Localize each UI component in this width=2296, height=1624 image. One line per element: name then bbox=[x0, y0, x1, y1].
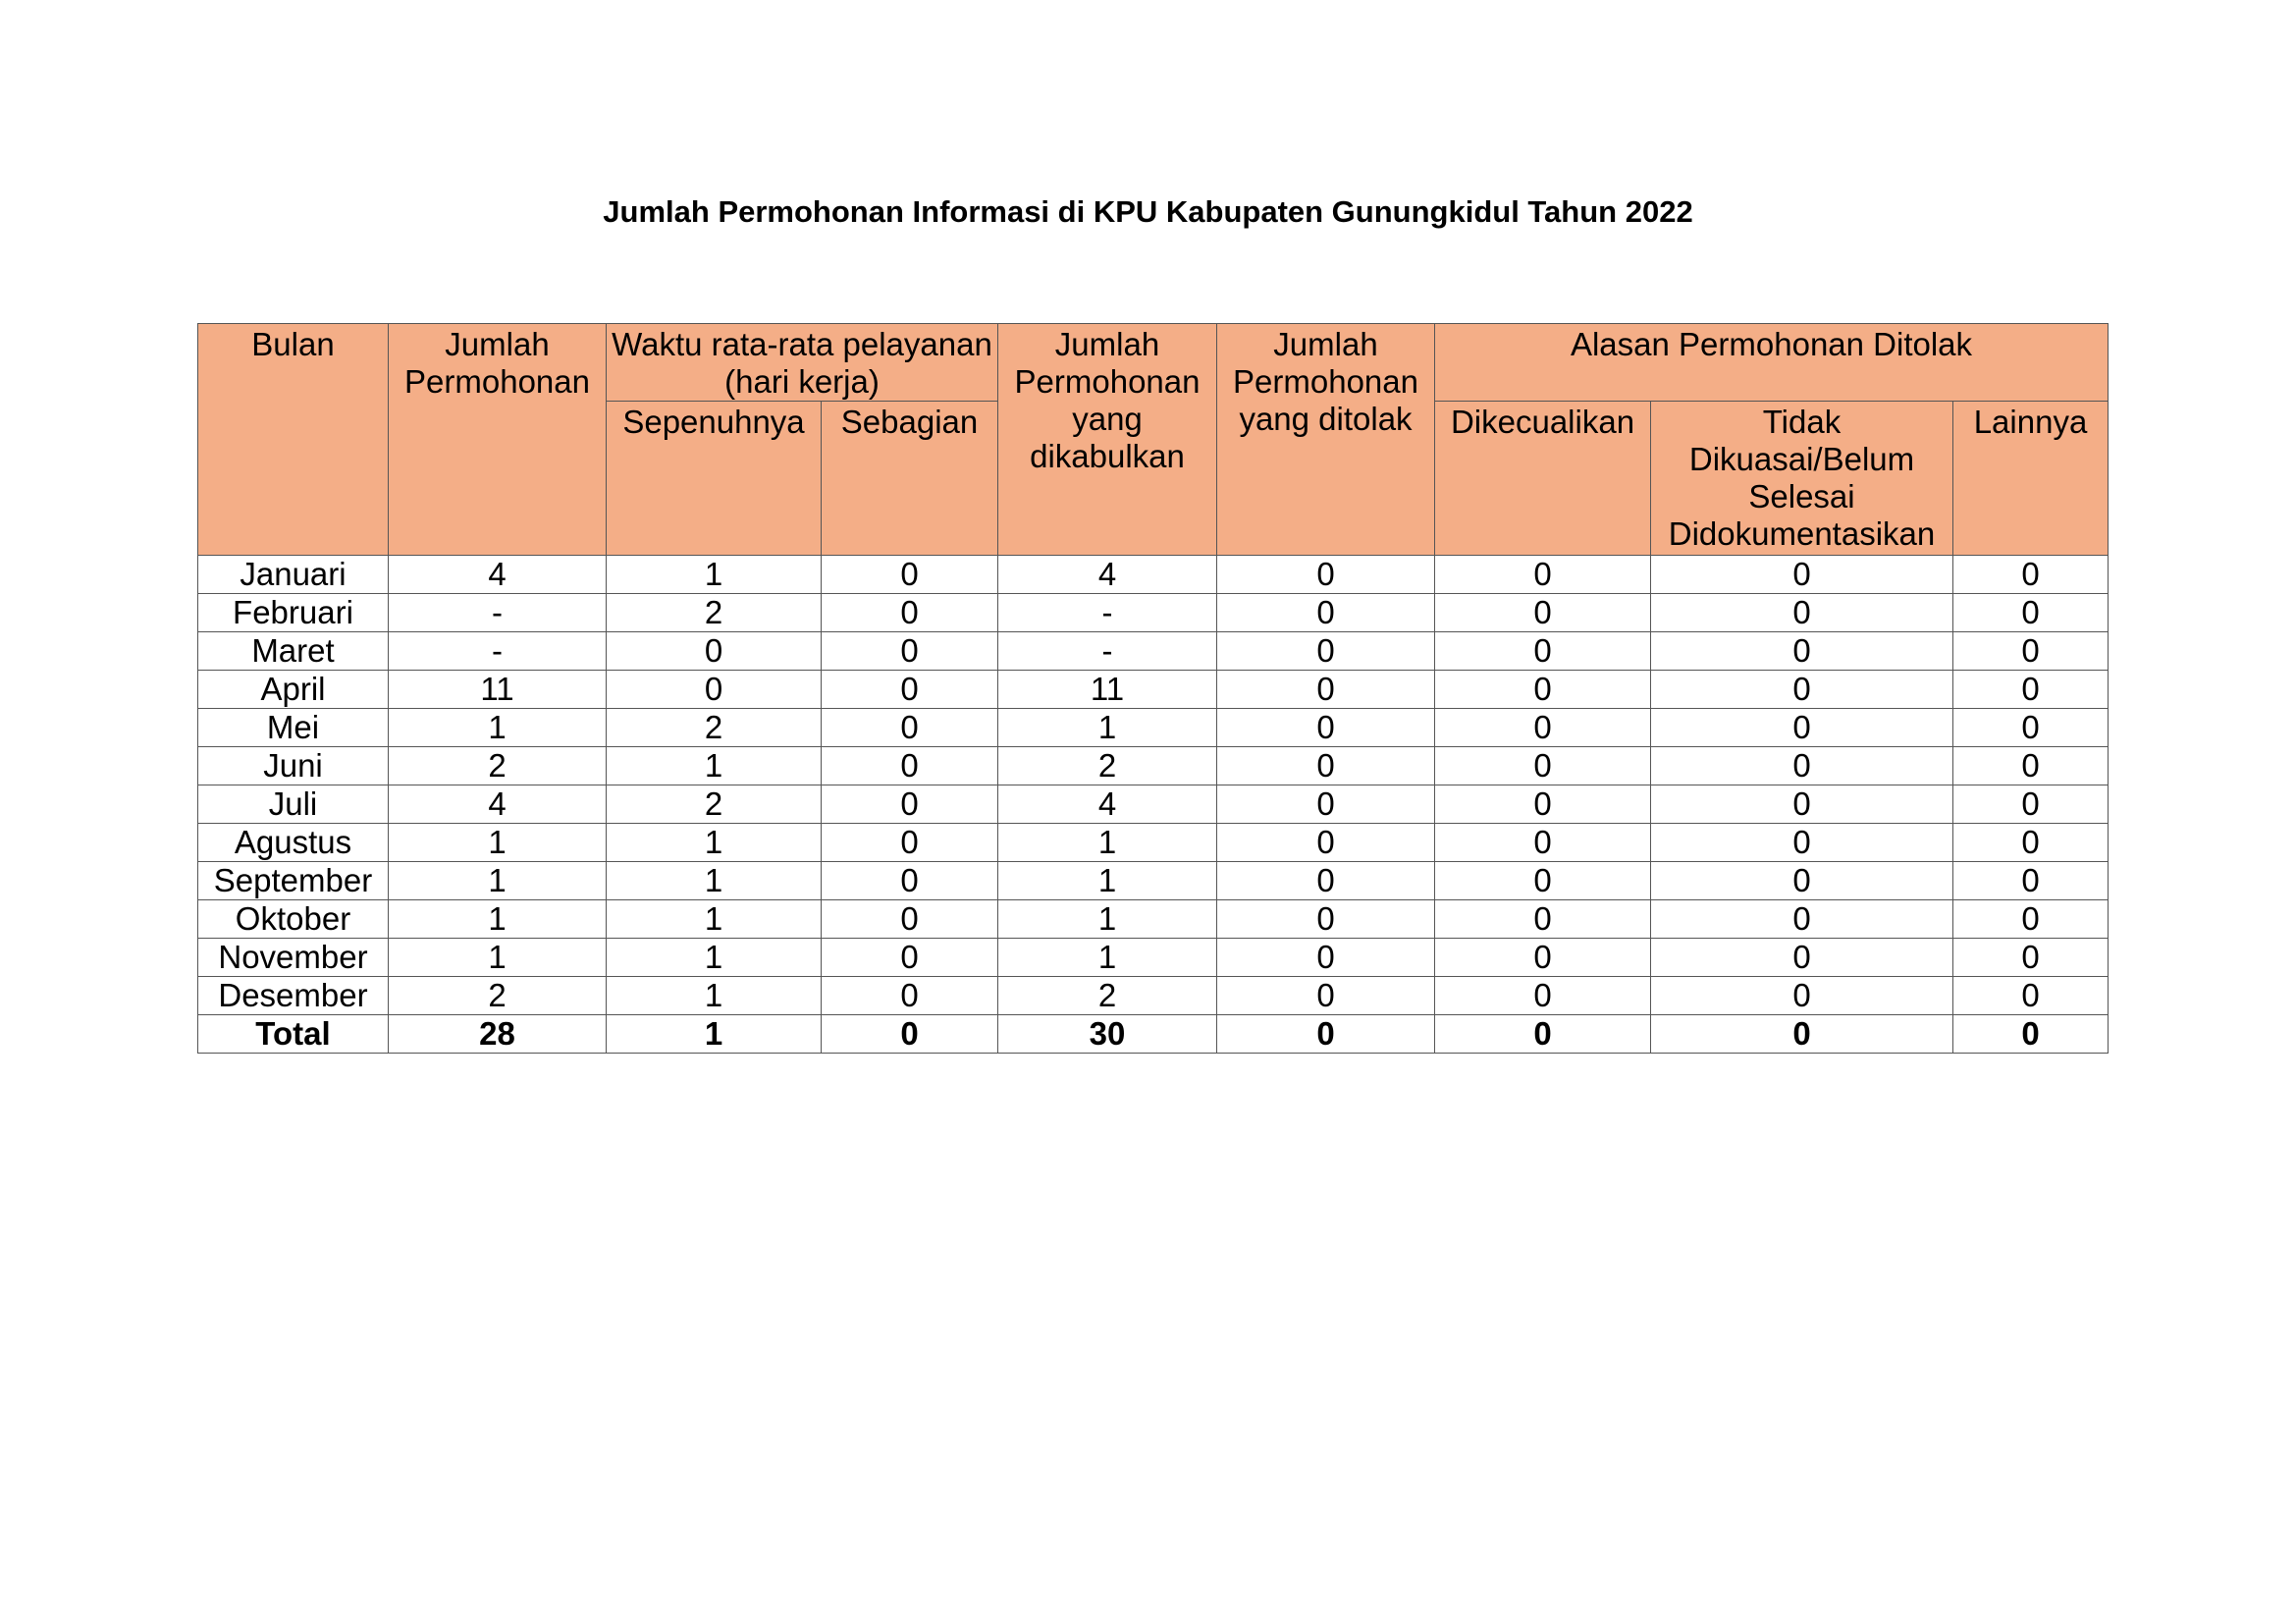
total-row bbox=[198, 1015, 2109, 1054]
value-cell: 0 bbox=[1435, 747, 1651, 785]
value-cell: 1 bbox=[607, 747, 822, 785]
month-cell: Juni bbox=[198, 747, 389, 785]
month-cell: Juli bbox=[198, 785, 389, 824]
value-cell: 0 bbox=[1953, 824, 2109, 862]
value-cell: 0 bbox=[1435, 824, 1651, 862]
value-cell: 0 bbox=[607, 632, 822, 671]
value-cell: - bbox=[389, 632, 607, 671]
value-cell: 0 bbox=[822, 939, 998, 977]
header-bulan: Bulan bbox=[198, 324, 389, 556]
value-cell: 0 bbox=[1651, 824, 1953, 862]
value-cell: 2 bbox=[389, 977, 607, 1015]
value-cell: 0 bbox=[1953, 977, 2109, 1015]
value-cell: 0 bbox=[1953, 556, 2109, 594]
value-cell: 0 bbox=[1953, 785, 2109, 824]
value-cell: 1 bbox=[389, 824, 607, 862]
header-dikecualikan: Dikecualikan bbox=[1435, 402, 1651, 556]
header-jumlah-permohonan: Jumlah Permohonan bbox=[389, 324, 607, 556]
value-cell: 0 bbox=[1953, 594, 2109, 632]
month-cell: Februari bbox=[198, 594, 389, 632]
table-row bbox=[198, 747, 2109, 785]
value-cell: 0 bbox=[1651, 977, 1953, 1015]
value-cell: 0 bbox=[1435, 977, 1651, 1015]
value-cell: 0 bbox=[822, 594, 998, 632]
value-cell: 0 bbox=[1217, 939, 1435, 977]
month-cell: April bbox=[198, 671, 389, 709]
value-cell: 0 bbox=[1651, 900, 1953, 939]
value-cell: 0 bbox=[1435, 862, 1651, 900]
table-row bbox=[198, 632, 2109, 671]
value-cell: 0 bbox=[822, 671, 998, 709]
value-cell: - bbox=[998, 594, 1217, 632]
value-cell: 0 bbox=[1651, 939, 1953, 977]
value-cell: 0 bbox=[1651, 747, 1953, 785]
value-cell: 0 bbox=[1953, 671, 2109, 709]
table-row bbox=[198, 785, 2109, 824]
value-cell: 0 bbox=[1217, 900, 1435, 939]
value-cell: 1 bbox=[998, 824, 1217, 862]
value-cell: 1 bbox=[998, 939, 1217, 977]
total-value-cell: 30 bbox=[998, 1015, 1217, 1054]
value-cell: 0 bbox=[1651, 671, 1953, 709]
header-alasan-ditolak: Alasan Permohonan Ditolak bbox=[1435, 324, 2109, 402]
table-row bbox=[198, 900, 2109, 939]
value-cell: 0 bbox=[1217, 594, 1435, 632]
value-cell: 1 bbox=[389, 862, 607, 900]
table-row bbox=[198, 824, 2109, 862]
value-cell: 4 bbox=[998, 556, 1217, 594]
value-cell: 0 bbox=[1953, 747, 2109, 785]
month-cell: Maret bbox=[198, 632, 389, 671]
value-cell: 0 bbox=[1651, 862, 1953, 900]
value-cell: 0 bbox=[1435, 709, 1651, 747]
value-cell: 0 bbox=[1435, 900, 1651, 939]
value-cell: 0 bbox=[822, 900, 998, 939]
month-cell: Januari bbox=[198, 556, 389, 594]
value-cell: 1 bbox=[607, 556, 822, 594]
header-lainnya: Lainnya bbox=[1953, 402, 2109, 556]
value-cell: 0 bbox=[1435, 939, 1651, 977]
value-cell: 0 bbox=[1217, 785, 1435, 824]
month-cell: September bbox=[198, 862, 389, 900]
value-cell: 1 bbox=[607, 939, 822, 977]
value-cell: 0 bbox=[607, 671, 822, 709]
value-cell: 0 bbox=[822, 824, 998, 862]
month-cell: Oktober bbox=[198, 900, 389, 939]
value-cell: 0 bbox=[1217, 824, 1435, 862]
value-cell: 0 bbox=[822, 862, 998, 900]
value-cell: 0 bbox=[1217, 709, 1435, 747]
value-cell: 1 bbox=[607, 977, 822, 1015]
value-cell: - bbox=[389, 594, 607, 632]
value-cell: 0 bbox=[1953, 900, 2109, 939]
value-cell: 1 bbox=[998, 862, 1217, 900]
value-cell: 0 bbox=[1953, 632, 2109, 671]
header-jumlah-dikabulkan: Jumlah Permohonan yang dikabulkan bbox=[998, 324, 1217, 556]
total-value-cell: 0 bbox=[1651, 1015, 1953, 1054]
value-cell: 1 bbox=[607, 824, 822, 862]
total-value-cell: 0 bbox=[1435, 1015, 1651, 1054]
header-tidak-dikuasai: Tidak Dikuasai/Belum Selesai Didokumentasikan bbox=[1651, 402, 1953, 556]
value-cell: 0 bbox=[1953, 939, 2109, 977]
table-row bbox=[198, 977, 2109, 1015]
total-value-cell: 0 bbox=[1217, 1015, 1435, 1054]
value-cell: 0 bbox=[822, 632, 998, 671]
value-cell: 0 bbox=[1217, 671, 1435, 709]
header-waktu-rata-rata: Waktu rata-rata pelayanan (hari kerja) bbox=[607, 324, 998, 402]
table-row bbox=[198, 671, 2109, 709]
value-cell: 0 bbox=[1435, 785, 1651, 824]
total-value-cell: 28 bbox=[389, 1015, 607, 1054]
header-jumlah-ditolak: Jumlah Permohonan yang ditolak bbox=[1217, 324, 1435, 556]
value-cell: 0 bbox=[1435, 671, 1651, 709]
value-cell: 1 bbox=[607, 900, 822, 939]
value-cell: 2 bbox=[607, 594, 822, 632]
value-cell: 0 bbox=[1651, 632, 1953, 671]
table-row bbox=[198, 862, 2109, 900]
permohonan-table bbox=[197, 323, 2109, 1054]
value-cell: 2 bbox=[998, 977, 1217, 1015]
value-cell: 2 bbox=[607, 709, 822, 747]
value-cell: 2 bbox=[607, 785, 822, 824]
header-row bbox=[198, 324, 2109, 402]
total-value-cell: 1 bbox=[607, 1015, 822, 1054]
value-cell: 0 bbox=[1435, 594, 1651, 632]
value-cell: 1 bbox=[389, 900, 607, 939]
value-cell: 2 bbox=[389, 747, 607, 785]
value-cell: 1 bbox=[389, 939, 607, 977]
value-cell: 0 bbox=[1953, 709, 2109, 747]
header-sebagian: Sebagian bbox=[822, 402, 998, 556]
value-cell: 1 bbox=[389, 709, 607, 747]
value-cell: 0 bbox=[822, 747, 998, 785]
value-cell: 0 bbox=[1435, 632, 1651, 671]
value-cell: 0 bbox=[1651, 594, 1953, 632]
value-cell: 0 bbox=[1435, 556, 1651, 594]
value-cell: 1 bbox=[998, 900, 1217, 939]
table-row bbox=[198, 709, 2109, 747]
value-cell: 0 bbox=[822, 556, 998, 594]
value-cell: 0 bbox=[1217, 862, 1435, 900]
value-cell: 4 bbox=[998, 785, 1217, 824]
value-cell: 0 bbox=[1217, 556, 1435, 594]
value-cell: 4 bbox=[389, 785, 607, 824]
value-cell: 0 bbox=[1953, 862, 2109, 900]
value-cell: 0 bbox=[822, 977, 998, 1015]
value-cell: 0 bbox=[822, 785, 998, 824]
value-cell: 1 bbox=[998, 709, 1217, 747]
table-body bbox=[198, 556, 2109, 1054]
value-cell: 11 bbox=[998, 671, 1217, 709]
month-cell: November bbox=[198, 939, 389, 977]
value-cell: 0 bbox=[1217, 977, 1435, 1015]
value-cell: 2 bbox=[998, 747, 1217, 785]
value-cell: 0 bbox=[1651, 556, 1953, 594]
table-row bbox=[198, 556, 2109, 594]
total-value-cell: 0 bbox=[1953, 1015, 2109, 1054]
value-cell: 0 bbox=[1217, 747, 1435, 785]
value-cell: 0 bbox=[1651, 785, 1953, 824]
value-cell: 0 bbox=[1217, 632, 1435, 671]
total-label: Total bbox=[198, 1015, 389, 1054]
page-title: Jumlah Permohonan Informasi di KPU Kabupaten Gunungkidul Tahun 2022 bbox=[603, 194, 1693, 229]
month-cell: Mei bbox=[198, 709, 389, 747]
value-cell: 1 bbox=[607, 862, 822, 900]
table-row bbox=[198, 594, 2109, 632]
value-cell: 0 bbox=[1651, 709, 1953, 747]
value-cell: 4 bbox=[389, 556, 607, 594]
header-sepenuhnya: Sepenuhnya bbox=[607, 402, 822, 556]
total-value-cell: 0 bbox=[822, 1015, 998, 1054]
month-cell: Desember bbox=[198, 977, 389, 1015]
table-row bbox=[198, 939, 2109, 977]
month-cell: Agustus bbox=[198, 824, 389, 862]
value-cell: 0 bbox=[822, 709, 998, 747]
value-cell: 11 bbox=[389, 671, 607, 709]
value-cell: - bbox=[998, 632, 1217, 671]
